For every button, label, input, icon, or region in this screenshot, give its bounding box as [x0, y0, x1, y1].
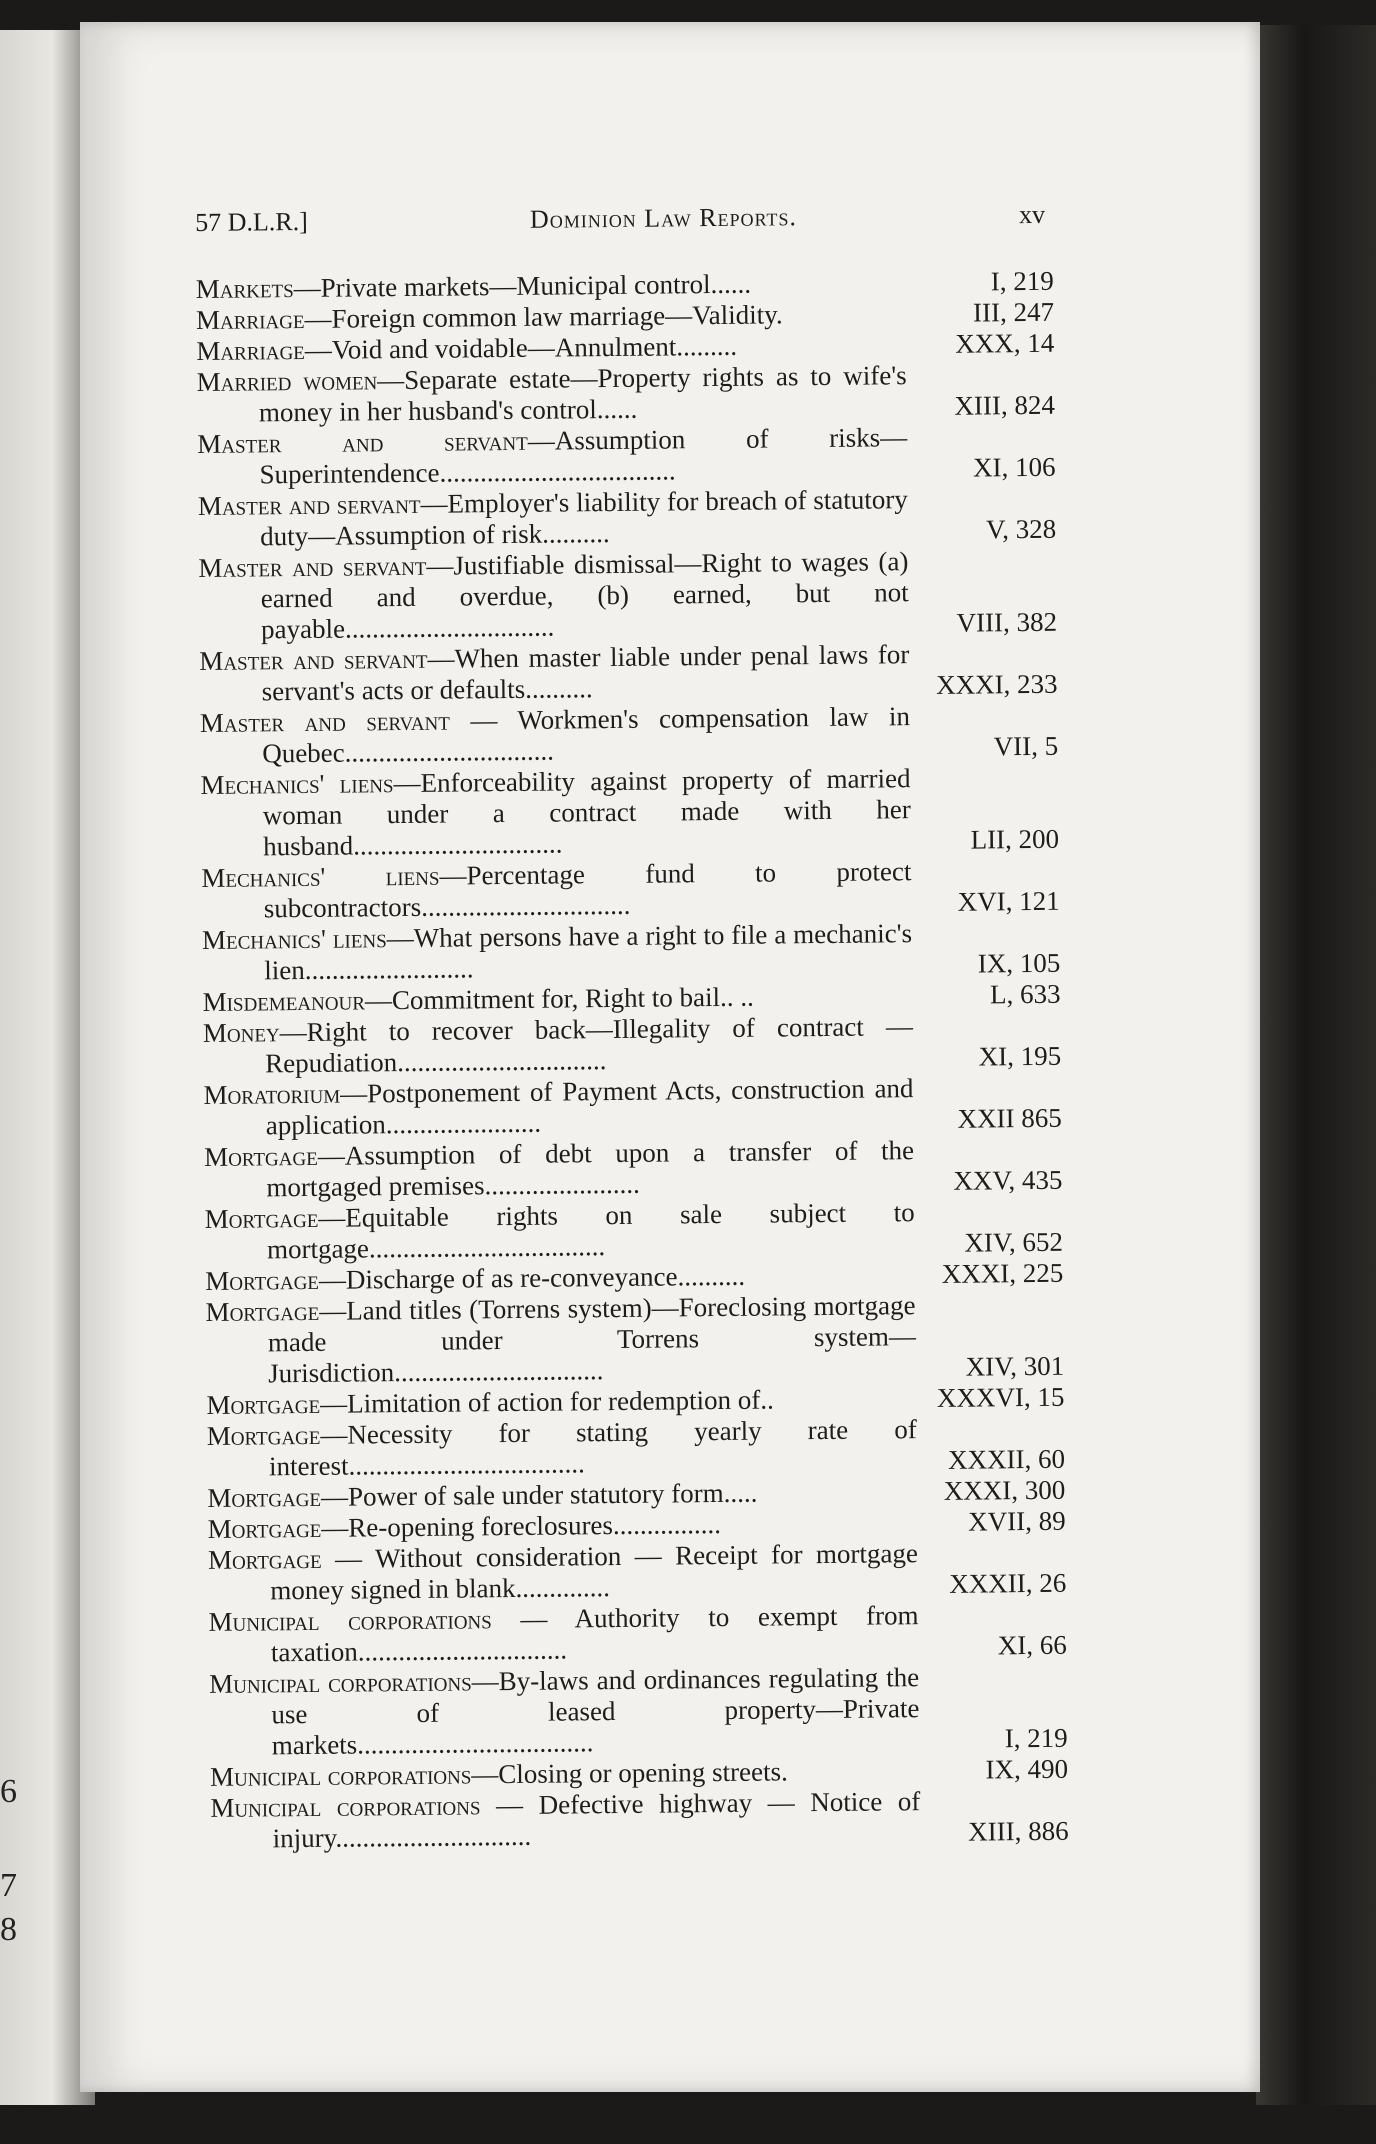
entry-heading: Mechanics' liens [201, 860, 440, 893]
entry-description: —Void and voidable—Annulment......... [304, 330, 738, 365]
entry-citation: XI, 66 [997, 1629, 1067, 1661]
entry-text [207, 1414, 918, 1483]
index-entry [198, 545, 1059, 646]
entry-citation: L, 633 [989, 978, 1061, 1010]
entry-description: —Enforceability against property of married woman under a contract made with her husband............................... [262, 763, 911, 862]
entry-citation: XXV, 435 [953, 1164, 1063, 1196]
entry-heading: Moratorium [203, 1078, 341, 1110]
entry-heading: Marriage [196, 334, 305, 366]
entry-description: —Justifiable dismissal—Right to wages (a) earned and overdue, (b) earned, but not payable............................... [260, 546, 909, 645]
entry-description: —Assumption of risks—Superintendence................................... [259, 422, 908, 490]
entry-description: —Equitable rights on sale subject to mortgage................................... [266, 1197, 915, 1265]
index-entry [209, 1661, 1070, 1762]
index-entry [199, 638, 1060, 708]
book-cover-edge [1256, 25, 1376, 2105]
entry-description: —Closing or opening streets. [471, 1756, 788, 1790]
entry-text [208, 1538, 919, 1607]
index-entries-list [196, 266, 1071, 1855]
entry-citation: XIII, 824 [954, 389, 1056, 421]
entry-description: —Separate estate—Property rights as to wife's money in her husband's control...... [258, 360, 907, 428]
entry-text [210, 1786, 921, 1855]
margin-mark: 7 [0, 1867, 17, 1904]
entry-heading: Married women [196, 365, 378, 397]
entry-heading: Mortgage [205, 1295, 320, 1327]
entry-citation: XXXI, 233 [935, 668, 1058, 700]
entry-heading: Mechanics' liens [201, 923, 387, 955]
entry-citation: XXXI, 225 [941, 1257, 1064, 1289]
entry-text [204, 1135, 915, 1204]
index-entry [197, 359, 1058, 429]
entry-description: —Necessity for stating yearly rate of interest................................... [268, 1414, 917, 1482]
page-number: xv [1018, 199, 1046, 230]
index-page-content [195, 200, 1071, 1855]
entry-heading: Mortgage [206, 1388, 321, 1420]
index-entry [207, 1413, 1068, 1483]
entry-heading: Marriage [195, 303, 305, 335]
entry-heading: Misdemeanour [202, 985, 366, 1017]
entry-description: —Power of sale under statutory form..... [320, 1477, 758, 1512]
journal-title: Dominion Law Reports. [529, 202, 798, 234]
entry-text [202, 918, 913, 987]
entry-citation: XVI, 121 [957, 885, 1060, 917]
entry-citation: XXXII, 60 [947, 1443, 1066, 1475]
margin-mark: 6 [0, 1773, 17, 1810]
entry-heading: Mortgage [203, 1140, 318, 1172]
entry-description: —What persons have a right to file a mechanic's lien......................... [264, 918, 913, 986]
entry-heading: Mortgage [207, 1512, 322, 1544]
entry-heading: Master and servant [197, 425, 528, 459]
entry-heading: Markets [195, 273, 294, 304]
entry-citation: I, 219 [1004, 1722, 1068, 1754]
entry-heading: Municipal corporations [210, 1790, 481, 1823]
entry-heading: Master and servant [199, 705, 451, 738]
entry-description: — Defective highway — Notice of injury............................. [272, 1786, 921, 1854]
entry-description: —Employer's liability for breach of statutory duty—Assumption of risk.......... [260, 484, 908, 552]
entry-description: — Authority to exempt from taxation............................... [270, 1600, 919, 1668]
entry-description: —Re-opening foreclosures................ [321, 1509, 722, 1543]
index-entry [208, 1537, 1069, 1607]
entry-text [201, 856, 912, 925]
entry-text [205, 1197, 916, 1266]
entry-text [203, 1073, 914, 1142]
entry-text [205, 1290, 916, 1390]
entry-description: —Limitation of action for redemption of.. [319, 1384, 774, 1419]
entry-citation: V, 328 [985, 513, 1057, 545]
entry-citation: XXXII, 26 [949, 1567, 1067, 1599]
entry-citation: XVII, 89 [968, 1505, 1066, 1537]
index-entry [202, 917, 1063, 987]
entry-text [200, 701, 911, 770]
entry-heading: Money [202, 1017, 280, 1048]
index-entry [208, 1599, 1069, 1669]
entry-citation: I, 219 [990, 265, 1054, 297]
entry-description: —Commitment for, Right to bail.. .. [364, 981, 754, 1016]
entry-description: — Workmen's compensation law in Quebec............................... [262, 701, 911, 769]
entry-description: —Percentage fund to protect subcontractors............................... [263, 856, 912, 924]
entry-text [197, 360, 908, 429]
entry-description: —When master liable under penal laws for servant's acts or defaults.......... [261, 639, 910, 707]
entry-citation: III, 247 [972, 296, 1055, 328]
entry-text [197, 422, 908, 491]
entry-text [199, 639, 910, 708]
entry-description: —Land titles (Torrens system)—Foreclosing mortgage made under Torrens system—Jurisdiction............................... [267, 1290, 917, 1389]
entry-text [200, 763, 911, 863]
index-entry [205, 1289, 1066, 1390]
entry-heading: Master and servant [198, 550, 427, 583]
entry-heading: Mortgage [207, 1543, 322, 1575]
entry-citation: IX, 490 [985, 1753, 1069, 1785]
entry-description: —Right to recover back—Illegality of contract —Repudiation............................... [265, 1011, 914, 1079]
index-entry [201, 855, 1062, 925]
index-entry [198, 483, 1059, 553]
entry-citation: VIII, 382 [956, 606, 1058, 638]
entry-description: —Discharge of as re-conveyance.......... [318, 1260, 746, 1295]
entry-citation: XXXVI, 15 [936, 1381, 1065, 1413]
entry-citation: XIV, 652 [964, 1226, 1064, 1258]
entry-heading: Mortgage [206, 1419, 321, 1451]
entry-heading: Mortgage [205, 1264, 320, 1296]
margin-mark: 8 [0, 1911, 17, 1948]
entry-citation: XI, 195 [978, 1040, 1062, 1072]
entry-text [208, 1600, 919, 1669]
entry-text [198, 546, 909, 646]
volume-reference: 57 D.L.R.] [195, 206, 308, 237]
entry-description: —Postponement of Payment Acts, construction and application....................... [265, 1073, 914, 1141]
entry-citation: XXXI, 300 [943, 1474, 1066, 1506]
entry-heading: Mortgage [207, 1481, 322, 1513]
index-entry [203, 1010, 1064, 1080]
entry-text [203, 1011, 914, 1080]
entry-text [209, 1662, 920, 1762]
entry-description: —By-laws and ordinances regulating the use of leased property—Private markets................................... [271, 1662, 920, 1761]
index-entry [210, 1785, 1071, 1855]
entry-citation: XIV, 301 [965, 1350, 1065, 1382]
index-entry [197, 421, 1058, 491]
entry-heading: Master and servant [199, 643, 428, 676]
entry-citation: IX, 105 [977, 947, 1061, 979]
entry-citation: XI, 106 [972, 451, 1056, 483]
entry-heading: Mechanics' liens [200, 768, 394, 800]
entry-citation: VII, 5 [993, 730, 1059, 762]
index-entry [205, 1196, 1066, 1266]
index-entry [200, 762, 1061, 863]
index-entry [204, 1134, 1065, 1204]
entry-text [198, 484, 909, 553]
entry-citation: LII, 200 [970, 823, 1060, 855]
entry-heading: Master and servant [197, 488, 421, 521]
entry-description: —Private markets—Municipal control...... [293, 268, 752, 304]
entry-heading: Municipal corporations [209, 1759, 472, 1792]
facing-page-marks [0, 1770, 20, 1952]
index-entry [200, 700, 1061, 770]
entry-citation: XIII, 886 [967, 1815, 1069, 1847]
entry-heading: Municipal corporations [209, 1666, 472, 1699]
entry-description: —Foreign common law marriage—Validity. [304, 299, 783, 334]
entry-citation: XXII 865 [957, 1102, 1062, 1134]
entry-heading: Mortgage [204, 1202, 319, 1234]
index-entry [203, 1072, 1064, 1142]
entry-heading: Municipal corporations [208, 1604, 492, 1637]
entry-description: —Assumption of debt upon a transfer of the mortgaged premises....................... [266, 1135, 915, 1203]
entry-description: — Without consideration — Receipt for mortgage money signed in blank.............. [270, 1538, 919, 1606]
entry-citation: XXX, 14 [955, 327, 1055, 359]
